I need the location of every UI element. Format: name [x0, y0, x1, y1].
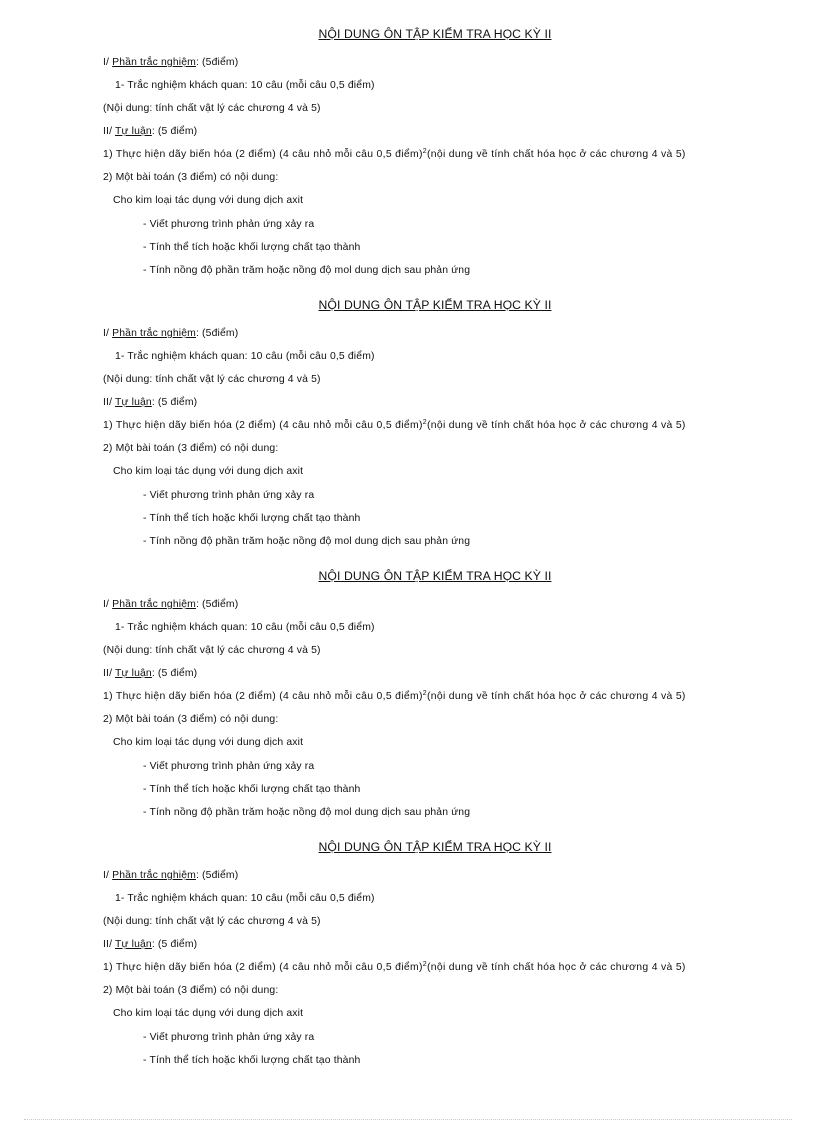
bullet-item-2: - Tính thể tích hoặc khối lượng chất tạo thành [143, 513, 361, 524]
part-1-prefix: I/ [103, 328, 113, 339]
part-1-score: : (5điểm) [195, 870, 239, 881]
part-1-heading [103, 598, 238, 611]
question-1-superscript: 2 [422, 148, 427, 155]
part-1-heading [103, 327, 238, 340]
question-1 [103, 148, 686, 161]
part-2-score: : (5 điểm) [151, 397, 198, 408]
metal-acid-line: Cho kim loại tác dụng với dung dịch axit [113, 1008, 304, 1019]
part-2-prefix: II/ [103, 126, 115, 137]
part-1-score: : (5điểm) [195, 328, 239, 339]
content-line: (Nội dung: tính chất vật lý các chương 4 và 5) [103, 645, 321, 656]
question-1-superscript: 2 [422, 690, 427, 697]
question-2: 2) Một bài toán (3 điểm) có nội dung: [103, 443, 279, 454]
part-2-prefix: II/ [103, 668, 115, 679]
mcq-line: 1- Trắc nghiệm khách quan: 10 câu (mỗi câu 0,5 điểm) [115, 80, 375, 91]
part-2-label: Tự luận [114, 397, 152, 408]
part-2-score: : (5 điểm) [151, 126, 198, 137]
part-2-label: Tự luận [114, 939, 152, 950]
question-1-text: 1) Thực hiện dãy biến hóa (2 điểm) (4 câu nhỏ mỗi câu 0,5 điểm) [103, 691, 423, 702]
section-title: NỘI DUNG ÔN TẬP KIỂM TRA HỌC KỲ II [318, 840, 552, 854]
bullet-item-3: - Tính nồng độ phần trăm hoặc nồng độ mol dung dịch sau phản ứng [143, 807, 471, 818]
content-line: (Nội dung: tính chất vật lý các chương 4 và 5) [103, 103, 321, 114]
part-1-heading [103, 56, 238, 69]
bullet-item-1: - Viết phương trình phản ứng xảy ra [143, 1032, 315, 1043]
part-1-prefix: I/ [103, 57, 113, 68]
question-1-tail: (nội dung về tính chất hóa học ở các chương 4 và 5) [426, 149, 686, 160]
question-1-tail: (nội dung về tính chất hóa học ở các chương 4 và 5) [426, 420, 686, 431]
part-2-prefix: II/ [103, 397, 115, 408]
part-2-label: Tự luận [114, 668, 152, 679]
metal-acid-line: Cho kim loại tác dụng với dung dịch axit [113, 195, 304, 206]
question-1 [103, 961, 686, 974]
review-section-2 [0, 299, 816, 569]
bullet-item-2: - Tính thể tích hoặc khối lượng chất tạo thành [143, 1055, 361, 1066]
mcq-line: 1- Trắc nghiệm khách quan: 10 câu (mỗi câu 0,5 điểm) [115, 351, 375, 362]
question-1-text: 1) Thực hiện dãy biến hóa (2 điểm) (4 câu nhỏ mỗi câu 0,5 điểm) [103, 149, 423, 160]
bullet-item-1: - Viết phương trình phản ứng xảy ra [143, 490, 315, 501]
part-2-score: : (5 điểm) [151, 668, 198, 679]
part-1-heading [103, 869, 238, 882]
question-1-tail: (nội dung về tính chất hóa học ở các chương 4 và 5) [426, 691, 686, 702]
part-2-heading [103, 938, 197, 951]
question-1-text: 1) Thực hiện dãy biến hóa (2 điểm) (4 câu nhỏ mỗi câu 0,5 điểm) [103, 420, 423, 431]
bullet-item-2: - Tính thể tích hoặc khối lượng chất tạo thành [143, 242, 361, 253]
question-2: 2) Một bài toán (3 điểm) có nội dung: [103, 172, 279, 183]
question-2: 2) Một bài toán (3 điểm) có nội dung: [103, 714, 279, 725]
question-2: 2) Một bài toán (3 điểm) có nội dung: [103, 985, 279, 996]
bullet-item-3: - Tính nồng độ phần trăm hoặc nồng độ mol dung dịch sau phản ứng [143, 265, 471, 276]
question-1 [103, 690, 686, 703]
metal-acid-line: Cho kim loại tác dụng với dung dịch axit [113, 737, 304, 748]
section-title: NỘI DUNG ÔN TẬP KIỂM TRA HỌC KỲ II [318, 27, 552, 41]
question-1-superscript: 2 [422, 961, 427, 968]
part-2-prefix: II/ [103, 939, 115, 950]
part-1-label: Phần trắc nghiệm [112, 599, 196, 610]
section-title: NỘI DUNG ÔN TẬP KIỂM TRA HỌC KỲ II [318, 298, 552, 312]
part-1-prefix: I/ [103, 870, 113, 881]
section-title: NỘI DUNG ÔN TẬP KIỂM TRA HỌC KỲ II [318, 569, 552, 583]
part-1-label: Phần trắc nghiệm [112, 57, 196, 68]
bullet-item-2: - Tính thể tích hoặc khối lượng chất tạo thành [143, 784, 361, 795]
part-2-heading [103, 125, 197, 138]
part-1-label: Phần trắc nghiệm [112, 870, 196, 881]
review-section-3 [0, 570, 816, 840]
bullet-item-1: - Viết phương trình phản ứng xảy ra [143, 761, 315, 772]
review-section-1 [0, 28, 816, 298]
part-2-label: Tự luận [114, 126, 152, 137]
question-1-tail: (nội dung về tính chất hóa học ở các chương 4 và 5) [426, 962, 686, 973]
content-line: (Nội dung: tính chất vật lý các chương 4 và 5) [103, 916, 321, 927]
bullet-item-3: - Tính nồng độ phần trăm hoặc nồng độ mol dung dịch sau phản ứng [143, 536, 471, 547]
bullet-item-1: - Viết phương trình phản ứng xảy ra [143, 219, 315, 230]
part-2-score: : (5 điểm) [151, 939, 198, 950]
part-1-label: Phần trắc nghiệm [112, 328, 196, 339]
part-1-score: : (5điểm) [195, 599, 239, 610]
page-bottom-rule [24, 1119, 792, 1120]
part-1-score: : (5điểm) [195, 57, 239, 68]
part-2-heading [103, 667, 197, 680]
mcq-line: 1- Trắc nghiệm khách quan: 10 câu (mỗi câu 0,5 điểm) [115, 893, 375, 904]
question-1-text: 1) Thực hiện dãy biến hóa (2 điểm) (4 câu nhỏ mỗi câu 0,5 điểm) [103, 962, 423, 973]
part-2-heading [103, 396, 197, 409]
part-1-prefix: I/ [103, 599, 113, 610]
review-section-4 [0, 841, 816, 1111]
metal-acid-line: Cho kim loại tác dụng với dung dịch axit [113, 466, 304, 477]
mcq-line: 1- Trắc nghiệm khách quan: 10 câu (mỗi câu 0,5 điểm) [115, 622, 375, 633]
question-1-superscript: 2 [422, 419, 427, 426]
content-line: (Nội dung: tính chất vật lý các chương 4 và 5) [103, 374, 321, 385]
question-1 [103, 419, 686, 432]
